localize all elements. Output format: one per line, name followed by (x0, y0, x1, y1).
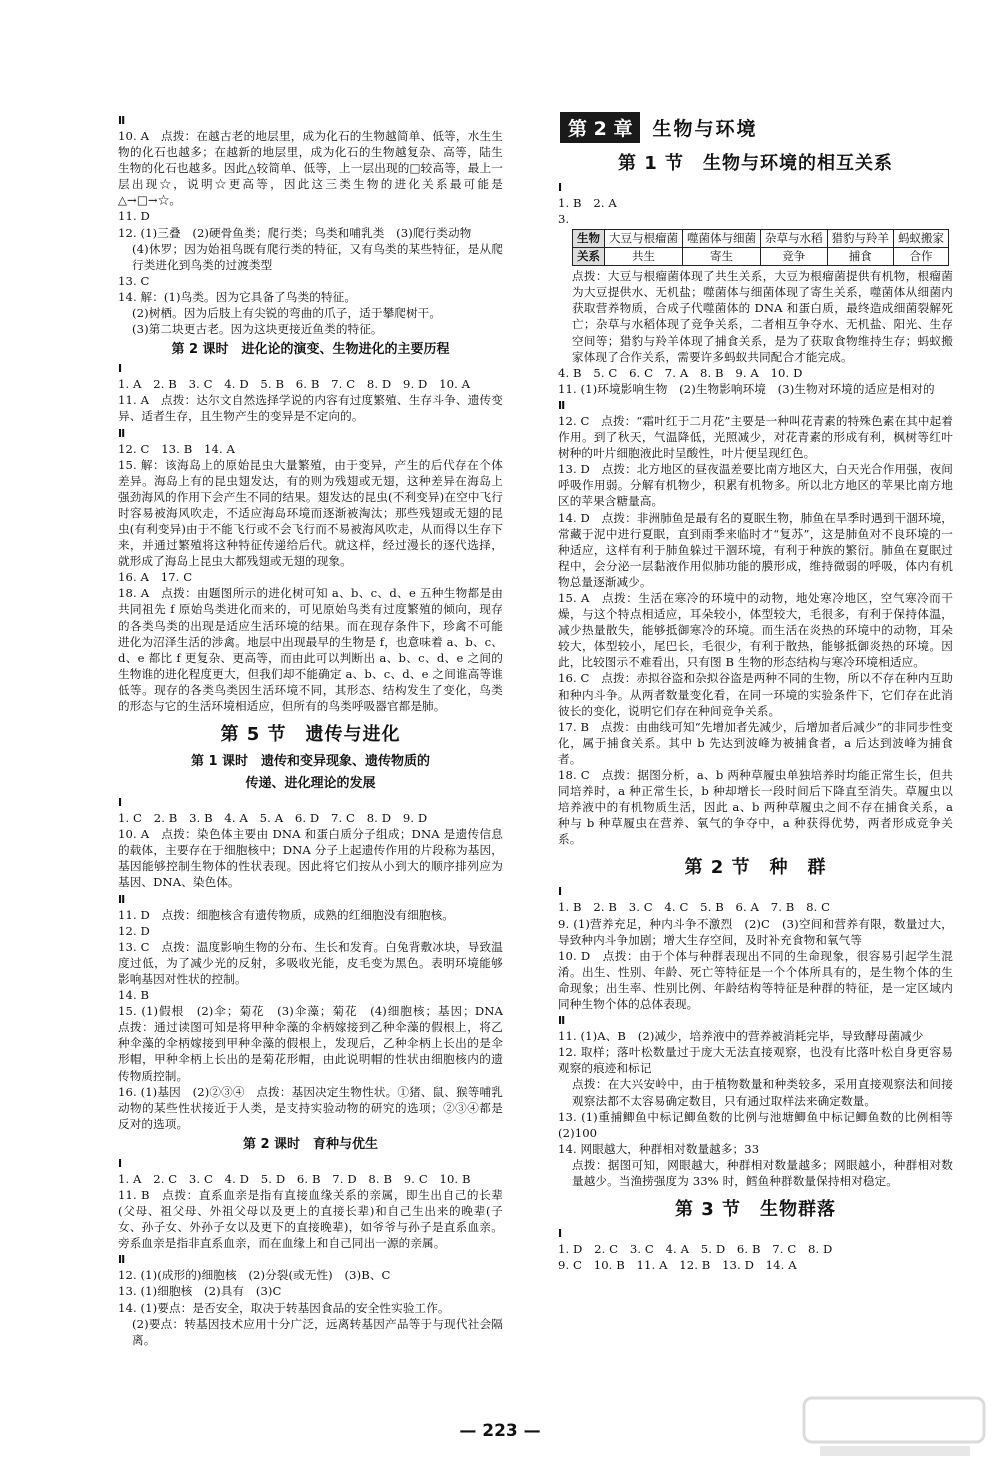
answer-line: (4)休罗；因为始祖鸟既有爬行类的特征，又有鸟类的某些特征，是从爬行类进化到鸟类的过渡类型 (132, 241, 503, 272)
answer-line: 点拨：大豆与根瘤菌体现了共生关系，大豆为根瘤菌提供有机物，根瘤菌为大豆提供水、无机盐；噬菌体与细菌体现了寄生关系，噬菌体从细菌内获取营养物质，合成子代噬菌体的 DNA 和蛋白质，最终造成细菌裂解死亡；杂草与水稻体现了竞争关系，二者相互争夺水、无机盐、阳光、生存空间等；猎豹与羚羊体现了捕食关系，是为了获取食物维持生存；蚂蚁搬家体现了合作关系，需要许多蚂蚁共同配合才能完成。 (572, 269, 953, 364)
level-marker: Ⅰ (118, 362, 124, 376)
answer-line: 16. A 17. C (118, 570, 193, 585)
level-marker: Ⅰ (558, 1227, 564, 1241)
answer-line: 16. C 点拨：赤拟谷盗和杂拟谷盗是两种不同的生物，所以不存在种内互助和种内斗争。从两者数量变化看，在同一环境的实验条件下，它们存在此消彼长的变化，说明它们存在种间竞争关系。 (558, 671, 953, 718)
answer-line: 14. (1)要点：是否安全，取决于转基因食品的安全性实验工作。 (118, 1300, 450, 1315)
section-heading: 第 2 节 种 群 (684, 857, 827, 879)
answer-line: 16. (1)基因 (2)②③④ 点拨：基因决定生物性状。①猪、鼠、猴等哺乳动物的某些性状接近于人类，是支持实验动物的研究的选项；②③④都是反对的选项。 (118, 1084, 503, 1131)
answer-line: 11. D 点拨：细胞核含有遗传物质，成熟的红细胞没有细胞核。 (118, 907, 454, 922)
answer-line: 14. 网眼越大，种群相对数量越多；33 (558, 1141, 760, 1156)
answer-line: 1. D 2. C 3. C 4. A 5. D 6. B 7. C 8. D (558, 1242, 833, 1257)
section-heading: 第 1 课时 遗传和变异现象、遗传物质的 (190, 754, 431, 770)
answer-line: 12. C 点拨：“霜叶红于二月花”主要是一种叫花青素的特殊色素在其中起着作用。到了秋天，气温降低，光照减少，对花青素的形成有利，枫树等红叶树种的叶片细胞液此时呈酸性，叶片便呈现红色。 (558, 413, 953, 461)
answer-line: 10. A 点拨：染色体主要由 DNA 和蛋白质分子组成；DNA 是遗传信息的载体，主要存在于细胞核中；DNA 分子上起遗传作用的片段称为基因，基因能够控制生物体的性状表现。因此将它们按从小到大的顺序排列应为基因、DNA、染色体。 (118, 827, 503, 890)
section-heading: 第 5 节 遗传与进化 (220, 724, 401, 746)
answer-line: 15. A 点拨：生活在寒冷的环境中的动物，地处寒冷地区，空气寒冷而干燥，与这个特点相适应，耳朵较小，体型较大，毛很多，有利于保持体温，减少热量散失，能够抵御寒冷的环境。而生活在炎热的环境中的动物，耳朵较大，体型较小，尾巴长，毛很少，有利于散热，能够抵御炎热的环境。因此，比较图示不难看出，只有图 B 生物的形态结构与寒冷环境相适应。 (558, 590, 953, 670)
answer-line: 1. A 2. B 3. C 4. D 5. B 6. B 7. C 8. D 9. D 10. A (118, 377, 471, 392)
level-marker: Ⅰ (558, 181, 564, 194)
table-cell: 捕食 (827, 248, 894, 266)
level-marker: Ⅱ (558, 398, 567, 412)
answer-line: 13. C (118, 273, 150, 288)
table-cell: 蚂蚁搬家 (894, 230, 949, 248)
section-heading: 第 2 课时 育种与优生 (242, 1136, 379, 1152)
answer-line: (2)要点：转基因技术应用十分广泛，远离转基因产品等于与现代社会隔离。 (132, 1316, 503, 1347)
section-heading: 第 2 课时 进化论的演变、生物进化的主要历程 (171, 342, 450, 358)
answer-line: 12. 取样；落叶松数量过于庞大无法直接观察，也没有比落叶松自身更容易观察的痕迹和标记 (558, 1045, 953, 1076)
answer-line: 10. D 点拨：由于个体与种群表现出不同的生命现象，很容易引起学生混淆。出生、性别、年龄、死亡等特征是一个个体所具有的，是生物个体的生命现象；出生率、性别比例、年龄结构等特征是种群的特征，是一定区域内同种生物个体的总体表现。 (558, 948, 953, 1012)
right-block-b (558, 268, 965, 1273)
answer-line: 12. C 13. B 14. A (118, 441, 236, 456)
relationship-table (572, 229, 949, 266)
answer-line: 1. B 2. B 3. C 4. C 5. B 6. A 7. B 8. C (558, 900, 831, 915)
table-cell: 噬菌体与细菌 (683, 230, 761, 248)
answer-line: 12. (1)(成形的)细胞核 (2)分裂(或无性) (3)B、C (118, 1268, 391, 1283)
answer-line: 17. B 点拨：由曲线可知“先增加者先减少，后增加者后减少”的非同步性变化，属于捕食关系。其中 b 先达到波峰为被捕食者，a 后达到波峰为捕食者。 (558, 719, 953, 766)
answer-line: 4. B 5. C 6. C 7. A 8. B 9. A 10. D (558, 365, 803, 380)
answer-line: 9. (1)营养充足，种内斗争不激烈 (2)C (3)空间和营养有限，数量过大，导致种内斗争加剧；增大生存空间，及时补充食物和氧气等 (558, 916, 953, 947)
table-cell: 寄生 (683, 248, 761, 266)
chapter-heading (560, 112, 953, 143)
level-marker: Ⅱ (118, 114, 127, 127)
answer-line: 1. C 2. B 3. B 4. A 5. A 6. D 7. C 8. D 9. D (118, 811, 428, 826)
answer-line: 点拨：据图可知，网眼越大，种群相对数量越多；网眼越小，种群相对数量越少。当渔捞强度为 33% 时，鳕鱼种群数量保持相对稳定。 (572, 1157, 953, 1188)
answer-line: 点拨：在大兴安岭中，由于植物数量和种类较多，采用直接观察法和间接观察法都不太容易确定数目，只有通过取样法来确定数量。 (572, 1077, 953, 1108)
level-marker: Ⅱ (118, 1253, 127, 1267)
answer-line: 11. (1)A、B (2)减少，培养液中的营养被消耗完毕，导致酵母菌减少 (558, 1029, 924, 1044)
answer-line: 9. C 10. B 11. A 12. B 13. D 14. A (558, 1258, 797, 1273)
answer-line: 3. (558, 212, 570, 227)
answer-line: (3)第二块更古老。因为这块更接近鱼类的特征。 (132, 322, 383, 337)
chapter-label: 第 2 章 (560, 112, 640, 143)
answer-line: 11. D (118, 209, 150, 224)
answer-line: 15. 解：该海岛上的原始昆虫大量繁殖，由于变异，产生的后代存在个体差异。海岛上有的昆虫翅发达，有的则为残翅或无翅，这种差异在海岛上强劲海风的作用下会产生不同的结果。翅发达的昆虫(不利变异)在空中飞行时容易被海风吹走，不适应海岛环境而逐渐被淘汰；那些残翅或无翅的昆虫(有利变异)由于不能飞行或不会飞行而不易被海风吹走，从而得以生存下来，并通过繁殖将这种特征传递给后代。就这样，经过漫长的逐代选择，就形成了海岛上昆虫大都残翅或无翅的现象。 (118, 457, 503, 569)
answer-line: 11. A 点拨：达尔文自然选择学说的内容有过度繁殖、生存斗争、遗传变异、适者生存，且生物产生的变异是不定向的。 (118, 393, 503, 424)
table-row (573, 248, 949, 266)
table-cell: 关系 (573, 248, 605, 266)
answer-line: 14. D 点拨：非洲肺鱼是最有名的夏眠生物，肺鱼在旱季时遇到干涸环境，常藏于泥中进行夏眠，直到雨季来临时才“复苏”，这是肺鱼对不良环境的一种适应，这样有利于肺鱼躲过干涸环境，有利于种族的繁衍。肺鱼在夏眠过程中，会分泌一层黏液作用似肺功能的膜形成，维持微弱的呼吸，体内有机物总量逐渐减少。 (558, 510, 953, 589)
answer-line: 15. (1)假根 (2)伞；菊花 (3)伞藻；菊花 (4)细胞核；基因；DNA 点拨：通过读图可知是将甲种伞藻的伞柄嫁接到乙种伞藻的假根上，将乙种伞藻的伞柄嫁接到甲种伞藻的假根上，发现后，乙种伞柄上长出的是伞形帽，甲种伞柄上长出的是菊花形帽，由此说明帽的性状由细胞核内的遗传物质控制。 (118, 1004, 515, 1083)
chapter-title: 生物与环境 (652, 118, 758, 140)
section-heading: 第 3 节 生物群落 (674, 1199, 837, 1221)
table-cell: 共生 (605, 248, 683, 266)
answer-line: 1. A 2. C 3. C 4. D 5. D 6. B 7. D 8. B 9. C 10. B (118, 1171, 471, 1186)
answer-line: 18. C 点拨：据图分析，a、b 两种草履虫单独培养时均能正常生长，但共同培养时，a 种正常生长，b 种却增长一段时间后下降直至消失。草履虫以培养液中的有机物质生活，因此 a、b 两种草履虫之间不存在捕食关系，a 种与 b 种草履虫在营养、氧气的争夺中，a 种获得优势，两者形成竞争关系。 (558, 768, 953, 847)
level-marker: Ⅰ (558, 885, 564, 899)
table-cell: 竞争 (761, 248, 828, 266)
level-marker: Ⅱ (118, 426, 127, 440)
table-cell: 大豆与根瘤菌 (605, 230, 683, 248)
level-marker: Ⅰ (118, 1156, 124, 1170)
answer-line: 13. (1)重捕鲫鱼中标记鲫鱼数的比例与池塘鲫鱼中标记鲫鱼数的比例相等 (2)100 (558, 1109, 965, 1140)
answer-line: (2)树栖。因为后肢上有尖锐的弯曲的爪子，适于攀爬树干。 (132, 306, 442, 321)
table-row (573, 230, 949, 248)
watermark-logo (800, 1392, 990, 1462)
answer-line: 13. C 点拨：温度影响生物的分布、生长和发育。白兔背敷冰块，导致温度过低，为了减少光的反射，多吸收光能，皮毛变为黑色。表明环境能够影响基因对性状的控制。 (118, 939, 503, 986)
right-column (558, 112, 965, 1273)
table-cell: 生物 (573, 230, 605, 248)
answer-line: 10. A 点拨：在越古老的地层里，成为化石的生物越简单、低等，水生生物的化石也越多；在越新的地层里，成为化石的生物越复杂、高等，陆生生物的化石也越多。因此△较简单、低等，上一层出现的□较高等，最上一层出现☆，说明☆更高等，因此这三类生物的进化关系最可能是△→□→☆。 (118, 129, 503, 208)
table-cell: 合作 (894, 248, 949, 266)
answer-line: 1. B 2. A (558, 196, 617, 210)
answer-line: 12. D (118, 923, 150, 938)
table-cell: 杂草与水稻 (761, 230, 828, 248)
answer-line: 11. B 点拨：直系血亲是指有直接血缘关系的亲属，即生出自己的长辈(父母、祖父母、外祖父母以及更上的直接长辈)和自己生出来的晚辈(子女、孙子女、外孙子女以及更下的直接晚辈)，如爷爷与孙子是直系血亲。旁系血亲是指非直系血亲，而在血缘上和自己同出一源的亲属。 (118, 1187, 503, 1251)
answer-line: 18. A 点拨：由题图所示的进化树可知 a、b、c、d、e 五种生物都是由共同祖先 f 原始鸟类进化而来的，可见原始鸟类有过度繁殖的倾向，现存的各类鸟类的出现是适应生活环境的结果。而在现存条件下，珍禽不可能进化为沼泽生活的涉禽。地层中出现最早的生物是 f，也意味着 a、b、c、d、e 都比 f 更复杂、更高等，而由此可以判断出 a、b、c、d、e 之间的生物谁的进化程度更大，但我们却不能确定 a、b、c、d、e 之间谁高等谁低等。现存的各类鸟类因生活环境不同，其形态、结构发生了变化，鸟类的形态与它的生活环境相适应，但所有的鸟类呼吸器官都是肺。 (118, 586, 503, 713)
right-block-a (558, 149, 953, 227)
answer-line: 14. 解：(1)鸟类。因为它具备了鸟类的特征。 (118, 289, 357, 304)
answer-line: 13. D 点拨：北方地区的昼夜温差要比南方地区大，白天光合作用强，夜间呼吸作用弱。分解有机物少，积累有机物多。所以北方地区的苹果比南方地区的苹果含糖量高。 (558, 462, 953, 509)
section-heading: 传递、进化理论的发展 (245, 776, 376, 792)
answer-line: 13. (1)细胞核 (2)具有 (3)C (118, 1284, 282, 1299)
answer-line: 11. (1)环境影响生物 (2)生物影响环境 (3)生物对环境的适应是相对的 (558, 381, 935, 396)
page-number: — 223 — (459, 1421, 541, 1441)
table-cell: 猎豹与羚羊 (827, 230, 894, 248)
answer-line: 14. B (118, 988, 150, 1003)
level-marker: Ⅰ (118, 796, 124, 810)
level-marker: Ⅱ (118, 892, 127, 906)
section-heading: 第 1 节 生物与环境的相互关系 (617, 153, 894, 174)
left-column (118, 112, 515, 1348)
answer-line: 12. (1)三叠 (2)硬骨鱼类；爬行类；鸟类和哺乳类 (3)爬行类动物 (118, 225, 472, 240)
level-marker: Ⅱ (558, 1014, 567, 1028)
